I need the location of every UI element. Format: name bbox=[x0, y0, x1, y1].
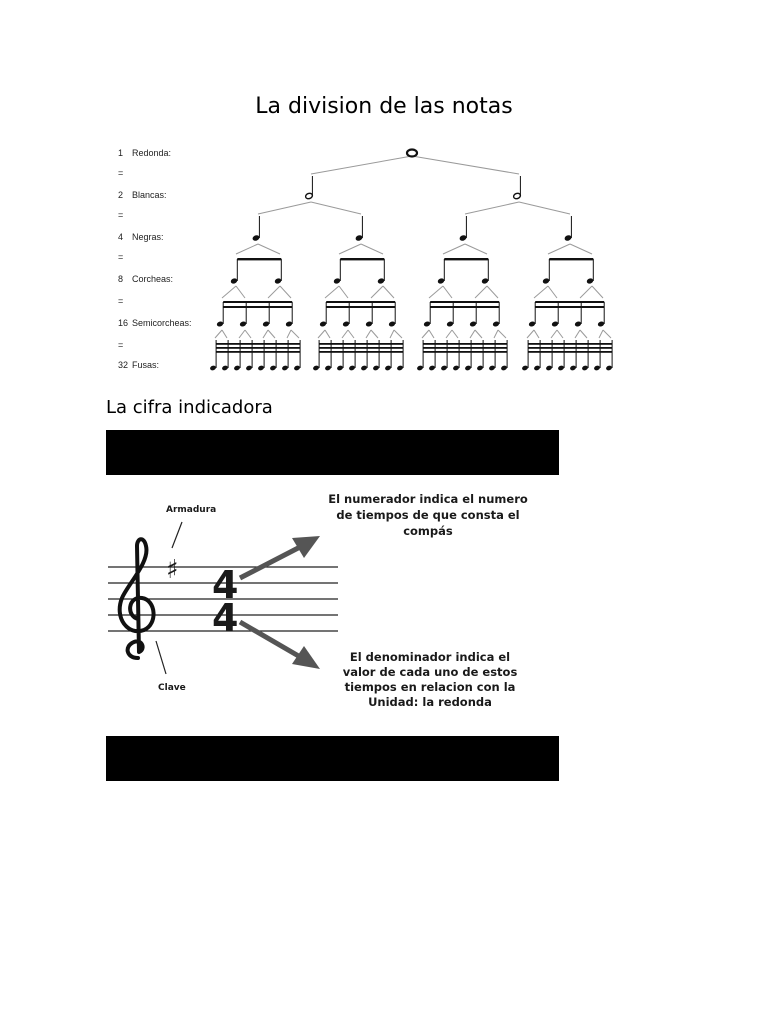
thirty-second-note-icon bbox=[384, 365, 391, 371]
sixteenth-note-icon bbox=[446, 321, 454, 328]
branch-line bbox=[371, 286, 383, 298]
branch-line bbox=[443, 286, 452, 298]
note-beam bbox=[423, 343, 507, 345]
note-beam bbox=[326, 306, 395, 308]
arrow-down-icon bbox=[240, 622, 320, 669]
thirty-second-note-icon bbox=[348, 365, 355, 371]
note-beam bbox=[423, 347, 507, 349]
eighth-note-icon bbox=[333, 278, 341, 285]
tree-labels bbox=[118, 148, 192, 370]
time-signature-numerator: 4 bbox=[212, 563, 239, 607]
branch-line bbox=[366, 330, 371, 338]
thirty-second-note-icon bbox=[440, 365, 447, 371]
branch-line bbox=[325, 330, 330, 338]
branch-line bbox=[342, 330, 348, 338]
branch-line bbox=[534, 286, 548, 298]
branch-line bbox=[383, 286, 394, 298]
thirty-second-note-icon bbox=[428, 365, 435, 371]
branch-line bbox=[470, 330, 475, 338]
branch-line bbox=[551, 330, 557, 338]
branch-line bbox=[222, 286, 236, 298]
thirty-second-note-icon bbox=[545, 365, 552, 371]
branch-line bbox=[291, 330, 299, 338]
whole-note-icon bbox=[407, 150, 417, 157]
sixteenth-note-icon bbox=[388, 321, 396, 328]
note-beam bbox=[237, 258, 281, 260]
sixteenth-note-icon bbox=[262, 321, 270, 328]
note-beam bbox=[319, 351, 403, 353]
sixteenth-note-icon bbox=[216, 321, 224, 328]
thirty-second-note-icon bbox=[521, 365, 528, 371]
thirty-second-note-icon bbox=[269, 365, 276, 371]
thirty-second-note-icon bbox=[312, 365, 319, 371]
armadura-label: Armadura bbox=[166, 505, 217, 515]
branch-line bbox=[534, 330, 539, 338]
equals-sign: = bbox=[118, 252, 124, 262]
note-beam bbox=[216, 343, 300, 345]
row-label: Blancas: bbox=[132, 190, 167, 200]
note-beam bbox=[535, 301, 604, 303]
denominator-explanation bbox=[343, 650, 518, 709]
tree-branch-lines bbox=[215, 156, 611, 338]
branch-line bbox=[580, 286, 592, 298]
branch-line bbox=[239, 330, 245, 338]
branch-line bbox=[494, 330, 498, 338]
thirty-second-note-icon bbox=[221, 365, 228, 371]
thirty-second-note-icon bbox=[500, 365, 507, 371]
thirty-second-note-icon bbox=[533, 365, 540, 371]
branch-line bbox=[390, 330, 394, 338]
branch-line bbox=[519, 202, 570, 214]
thirty-second-note-icon bbox=[593, 365, 600, 371]
branch-line bbox=[311, 156, 412, 174]
equals-sign: = bbox=[118, 210, 124, 220]
branch-line bbox=[599, 330, 603, 338]
branch-line bbox=[339, 286, 348, 298]
arrow-up-icon bbox=[240, 536, 320, 578]
sixteenth-note-icon bbox=[469, 321, 477, 328]
branch-line bbox=[222, 330, 227, 338]
row-number: 4 bbox=[118, 232, 124, 242]
thirty-second-note-icon bbox=[581, 365, 588, 371]
branch-line bbox=[475, 286, 487, 298]
branch-line bbox=[575, 330, 580, 338]
branch-line bbox=[361, 244, 383, 254]
svg-text:El denominador indica el: El denominador indica el bbox=[349, 650, 511, 664]
thirty-second-note-icon bbox=[452, 365, 459, 371]
branch-line bbox=[452, 330, 458, 338]
branch-line bbox=[570, 244, 592, 254]
thirty-second-note-icon bbox=[324, 365, 331, 371]
row-label: Redonda: bbox=[132, 148, 172, 158]
branch-line bbox=[318, 330, 325, 338]
branch-line bbox=[557, 330, 563, 338]
equals-sign: = bbox=[118, 340, 124, 350]
note-beam bbox=[528, 347, 612, 349]
sixteenth-note-icon bbox=[574, 321, 582, 328]
numerator-explanation bbox=[328, 492, 528, 538]
equals-sign: = bbox=[118, 168, 124, 178]
tree-notes bbox=[209, 150, 612, 372]
note-beam bbox=[423, 351, 507, 353]
branch-line bbox=[548, 244, 570, 254]
thirty-second-note-icon bbox=[569, 365, 576, 371]
svg-text:de tiempos de que consta el: de tiempos de que consta el bbox=[336, 508, 520, 522]
row-label: Corcheas: bbox=[132, 274, 174, 284]
branch-line bbox=[394, 330, 402, 338]
thirty-second-note-icon bbox=[488, 365, 495, 371]
branch-line bbox=[527, 330, 534, 338]
branch-line bbox=[371, 330, 378, 338]
sixteenth-note-icon bbox=[285, 321, 293, 328]
thirty-second-note-icon bbox=[476, 365, 483, 371]
thirty-second-note-icon bbox=[245, 365, 252, 371]
row-label: Negras: bbox=[132, 232, 164, 242]
note-beam bbox=[549, 258, 593, 260]
branch-line bbox=[245, 330, 251, 338]
section-heading: La cifra indicadora bbox=[106, 397, 273, 418]
sixteenth-note-icon bbox=[365, 321, 373, 328]
branch-line bbox=[348, 330, 354, 338]
branch-line bbox=[236, 244, 258, 254]
thirty-second-note-icon bbox=[257, 365, 264, 371]
note-beam bbox=[528, 351, 612, 353]
thirty-second-note-icon bbox=[336, 365, 343, 371]
sixteenth-note-icon bbox=[423, 321, 431, 328]
branch-line bbox=[446, 330, 452, 338]
svg-text:tiempos en relacion con la: tiempos en relacion con la bbox=[344, 680, 516, 694]
black-bar-bottom bbox=[106, 736, 559, 781]
branch-line bbox=[263, 330, 268, 338]
thirty-second-note-icon bbox=[281, 365, 288, 371]
row-number: 16 bbox=[118, 318, 129, 328]
branch-line bbox=[258, 202, 311, 214]
branch-line bbox=[422, 330, 429, 338]
branch-line bbox=[498, 330, 506, 338]
branch-line bbox=[429, 330, 434, 338]
row-number: 32 bbox=[118, 360, 129, 370]
thirty-second-note-icon bbox=[464, 365, 471, 371]
svg-text:El numerador indica el numero: El numerador indica el numero bbox=[328, 492, 528, 506]
branch-line bbox=[287, 330, 291, 338]
branch-line bbox=[603, 330, 611, 338]
equals-sign: = bbox=[118, 296, 124, 306]
thirty-second-note-icon bbox=[360, 365, 367, 371]
note-beam bbox=[340, 258, 384, 260]
thirty-second-note-icon bbox=[372, 365, 379, 371]
row-label: Fusas: bbox=[132, 360, 160, 370]
note-beam bbox=[535, 306, 604, 308]
note-division-tree bbox=[112, 142, 617, 382]
note-beam bbox=[444, 258, 488, 260]
branch-line bbox=[339, 244, 361, 254]
sixteenth-note-icon bbox=[551, 321, 559, 328]
eighth-note-icon bbox=[586, 278, 594, 285]
thirty-second-note-icon bbox=[209, 365, 216, 371]
branch-line bbox=[215, 330, 222, 338]
sixteenth-note-icon bbox=[492, 321, 500, 328]
branch-line bbox=[465, 202, 519, 214]
note-beam bbox=[319, 343, 403, 345]
branch-line bbox=[325, 286, 339, 298]
branch-line bbox=[268, 330, 275, 338]
branch-line bbox=[268, 286, 280, 298]
black-bar-top bbox=[106, 430, 559, 475]
eighth-note-icon bbox=[377, 278, 385, 285]
branch-line bbox=[548, 286, 557, 298]
branch-line bbox=[475, 330, 482, 338]
branch-line bbox=[236, 286, 245, 298]
sixteenth-note-icon bbox=[597, 321, 605, 328]
sixteenth-note-icon bbox=[319, 321, 327, 328]
note-beam bbox=[326, 301, 395, 303]
thirty-second-note-icon bbox=[605, 365, 612, 371]
branch-line bbox=[465, 244, 487, 254]
row-number: 1 bbox=[118, 148, 124, 158]
branch-line bbox=[258, 244, 280, 254]
eighth-note-icon bbox=[274, 278, 282, 285]
eighth-note-icon bbox=[481, 278, 489, 285]
svg-text:Unidad: la redonda: Unidad: la redonda bbox=[368, 695, 492, 709]
row-label: Semicorcheas: bbox=[132, 318, 192, 328]
branch-line bbox=[443, 244, 465, 254]
note-beam bbox=[319, 347, 403, 349]
branch-line bbox=[280, 286, 291, 298]
thirty-second-note-icon bbox=[396, 365, 403, 371]
svg-text:compás: compás bbox=[403, 524, 453, 538]
note-beam bbox=[223, 306, 292, 308]
branch-line bbox=[311, 202, 361, 214]
svg-text:valor de cada uno de estos: valor de cada uno de estos bbox=[342, 665, 518, 679]
branch-line bbox=[592, 286, 603, 298]
row-number: 2 bbox=[118, 190, 124, 200]
thirty-second-note-icon bbox=[233, 365, 240, 371]
page-title: La division de las notas bbox=[255, 94, 513, 119]
note-beam bbox=[528, 343, 612, 345]
clave-label: Clave bbox=[158, 683, 186, 693]
branch-line bbox=[429, 286, 443, 298]
sixteenth-note-icon bbox=[342, 321, 350, 328]
note-beam bbox=[430, 306, 499, 308]
branch-line bbox=[412, 156, 519, 174]
time-signature-figure bbox=[106, 486, 546, 716]
sixteenth-note-icon bbox=[239, 321, 247, 328]
note-beam bbox=[430, 301, 499, 303]
branch-line bbox=[580, 330, 587, 338]
sixteenth-note-icon bbox=[528, 321, 536, 328]
thirty-second-note-icon bbox=[293, 365, 300, 371]
row-number: 8 bbox=[118, 274, 124, 284]
eighth-note-icon bbox=[230, 278, 238, 285]
note-beam bbox=[216, 351, 300, 353]
thirty-second-note-icon bbox=[557, 365, 564, 371]
note-beam bbox=[223, 301, 292, 303]
note-beam bbox=[216, 347, 300, 349]
sharp-icon: ♯ bbox=[166, 555, 179, 585]
thirty-second-note-icon bbox=[416, 365, 423, 371]
branch-line bbox=[487, 286, 498, 298]
eighth-note-icon bbox=[437, 278, 445, 285]
eighth-note-icon bbox=[542, 278, 550, 285]
time-signature-denominator: 4 bbox=[212, 596, 239, 640]
